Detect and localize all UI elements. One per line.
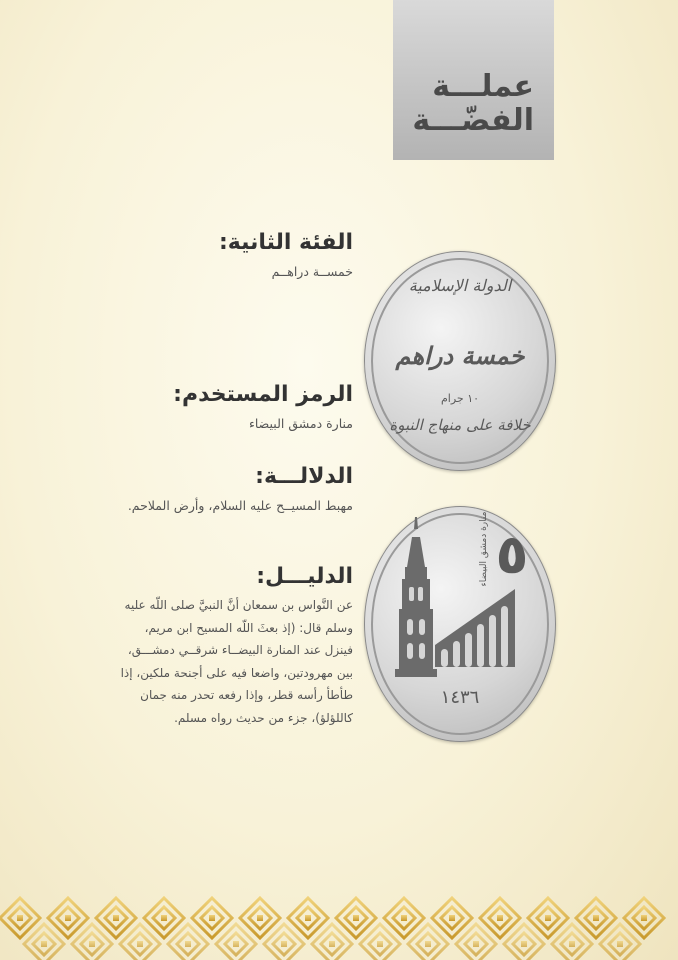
coin-bottom-arc: خلافة على منهاج النبوة: [389, 416, 531, 434]
footer-ornament: [0, 882, 678, 960]
section-text: عن النَّواس بن سمعان أنَّ النبيَّ صلى اللّه عليه وسلم قال: (إذ بعثَ اللّه المسيح ابن مريم، فينزل عند المنارة البيضــاء شرقــي دمشـــق، بين مهرودتين، واضعا فيه على أجنحة ملكين، إذا طأطأ رأسه قطر، وإذا رفعه تحدر منه جمان كاللؤلؤ)، جزء من حديث رواه مسلم.: [120, 598, 353, 725]
coin-year: ١٤٣٦: [440, 687, 480, 708]
title-box: [393, 0, 554, 160]
section-meaning: [113, 462, 353, 518]
coin-top-arc: الدولة الإسلامية: [408, 276, 512, 295]
section-evidence: [113, 562, 353, 729]
coin-front: [364, 251, 556, 471]
section-text: مهبط المسيــح عليه السلام، وأرض الملاحم.: [127, 498, 353, 513]
section-text: منارة دمشق البيضاء: [249, 416, 353, 431]
coin-center-text: خمسة دراهم: [395, 342, 525, 370]
title-line-1: عملـــة: [432, 69, 534, 104]
section-heading: الدلالـــة:: [255, 464, 353, 489]
section-symbol: [123, 380, 353, 436]
title-line-2: الفضّـــة: [412, 103, 534, 138]
section-heading: الدليـــل:: [256, 564, 353, 589]
coin-weight: ١٠ جرام: [440, 392, 480, 405]
coin-side-text: منارة دمشق البيضاء: [479, 511, 489, 587]
section-heading: الرمز المستخدم:: [173, 382, 353, 407]
section-heading: الفئة الثانية:: [218, 230, 353, 255]
section-text: خمســة دراهــم: [271, 264, 353, 279]
section-denomination: [133, 228, 353, 284]
coin-back: [364, 506, 556, 742]
coin-numeral: ٥: [495, 523, 529, 586]
